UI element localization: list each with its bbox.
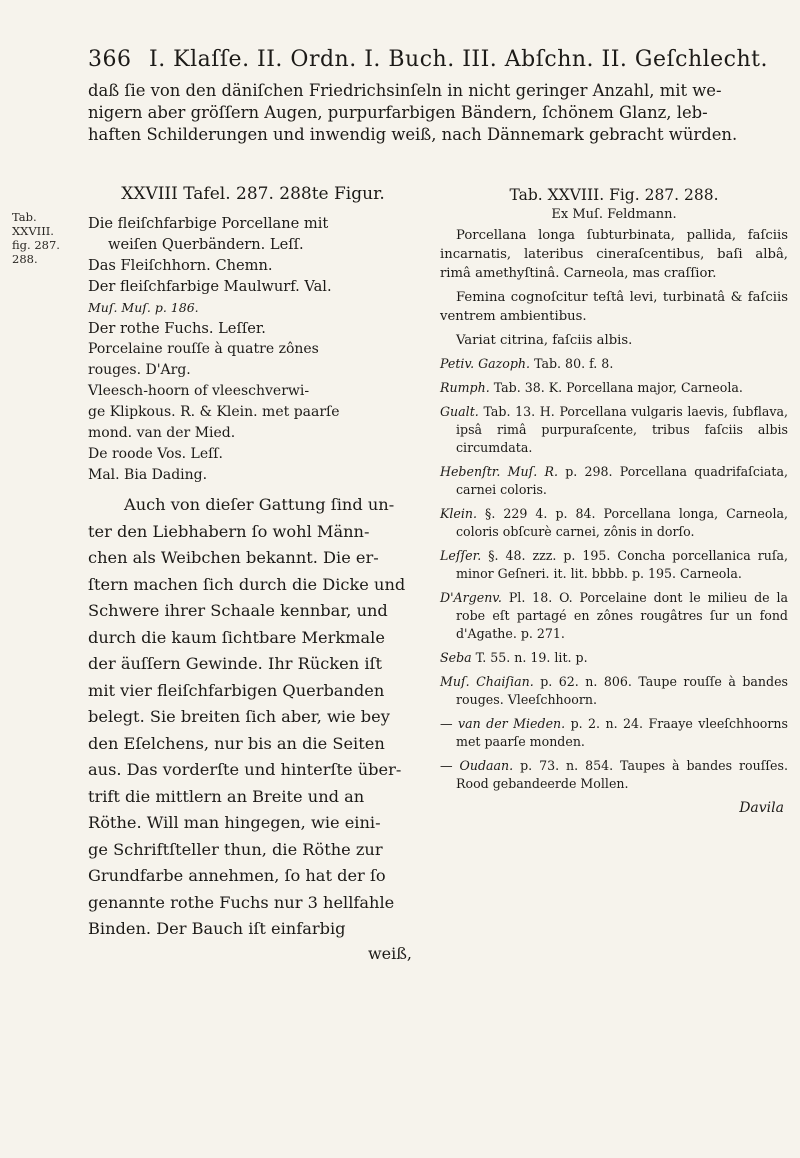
- right-column: [440, 186, 788, 818]
- page-number: 366: [88, 47, 132, 72]
- reference-entry: Klein. §. 229 4. p. 84. Porcellana longa, Carneola, coloris obſcurè carnei, zônis in dorſo.: [440, 506, 788, 539]
- margin-note-line: XXVIII.: [12, 224, 54, 238]
- name-line: Der fleiſchfarbige Maulwurf. Val.: [88, 278, 332, 295]
- right-heading: Tab. XXVIII. Fig. 287. 288.: [509, 186, 719, 204]
- intro-line: nigern aber gröſſern Augen, purpurfarbigen Bändern, ſchönem Glanz, leb-: [88, 103, 708, 122]
- margin-note-line: 288.: [12, 252, 38, 266]
- name-line: mond. van der Mied.: [88, 425, 236, 441]
- reference-entry: — Oudaan. p. 73. n. 854. Taupes à bandes rouſſes. Rood gebandeerde Mollen.: [440, 758, 788, 791]
- left-heading: XXVIII Tafel. 287. 288te Figur.: [121, 184, 385, 204]
- body-line: durch die kaum ſichtbare Merkmale: [88, 627, 385, 647]
- body-line: trift die mittlern an Breite und an: [88, 786, 365, 806]
- name-line: De roode Vos. Leſſ.: [88, 446, 223, 462]
- reference-entry: Hebenſtr. Muſ. R. p. 298. Porcellana quadrifaſciata, carnei coloris.: [440, 464, 788, 497]
- source-line: Ex Muſ. Feldmann.: [551, 207, 677, 222]
- name-line: Muſ. Muſ. p. 186.: [88, 300, 199, 315]
- latin-variant: Variat citrina, faſciis albis.: [456, 333, 633, 348]
- body-line: ge Schriftſteller thun, die Röthe zur: [88, 839, 383, 859]
- name-line: Der rothe Fuchs. Leſſer.: [88, 320, 266, 337]
- margin-note-line: fig. 287.: [12, 238, 60, 252]
- body-line: Auch von dieſer Gattung ſind un-: [124, 495, 395, 514]
- running-head-title: I. Klaſſe. II. Ordn. I. Buch. III. Abſchn. II. Geſchlecht.: [149, 47, 768, 72]
- body-line: Binden. Der Bauch iſt einfarbig: [88, 919, 346, 938]
- body-line: chen als Weibchen bekannt. Die er-: [88, 548, 379, 567]
- latin-description: Porcellana longa ſubturbinata, pallida, faſciis incarnatis, lateribus cineraſcentibus, baſi albâ, rimâ amethyſtinâ. Carneola, mas craſſior.: [440, 228, 788, 281]
- reference-entry: Seba T. 55. n. 19. lit. p.: [440, 650, 588, 665]
- right-catchword: Davila: [739, 800, 784, 816]
- name-line: Mal. Bia Dading.: [88, 467, 208, 483]
- body-line: genannte rothe Fuchs nur 3 hellfahle: [88, 892, 395, 912]
- reference-entry: — van der Mieden. p. 2. n. 24. Fraaye vleeſchhoorns met paarſe monden.: [440, 716, 788, 749]
- body-paragraph: [88, 492, 418, 943]
- body-line: Röthe. Will man hingegen, wie eini-: [88, 813, 381, 832]
- left-catchword: weiß,: [367, 943, 412, 963]
- reference-entry: Leſſer. §. 48. zzz. p. 195. Concha porcellanica ruſa, minor Geſneri. it. lit. bbbb. p. 195. Carneola.: [440, 548, 788, 581]
- margin-note-line: Tab.: [12, 210, 37, 224]
- name-line: Das Fleiſchhorn. Chemn.: [88, 257, 273, 274]
- intro-line: daß ſie von den däniſchen Friedrichsinſeln in nicht geringer Anzahl, mit we-: [88, 81, 722, 100]
- name-line: Porcelaine rouſſe à quatre zônes: [88, 341, 319, 357]
- body-line: Grundfarbe annehmen, ſo hat der ſo: [88, 866, 386, 885]
- body-line: der äuſſern Gewinde. Ihr Rücken iſt: [88, 654, 382, 673]
- name-line: Die fleiſchfarbige Porcellane mit: [88, 215, 329, 232]
- intro-paragraph: [88, 80, 788, 146]
- running-head: [88, 47, 788, 72]
- body-line: Schwere ihrer Schaale kennbar, und: [88, 601, 388, 620]
- intro-line: haften Schilderungen und inwendig weiß, nach Dännemark gebracht würden.: [88, 125, 738, 144]
- reference-entry: Gualt. Tab. 13. H. Porcellana vulgaris laevis, ſubflava, ipsâ rimâ purpuraſcente, tribus faſciis albis circumdata.: [440, 404, 788, 455]
- body-line: aus. Das vorderſte und hinterſte über-: [88, 760, 402, 779]
- body-line: mit vier fleiſchfarbigen Querbanden: [88, 680, 385, 700]
- name-line: weiſen Querbändern. Leſſ.: [108, 236, 304, 253]
- latin-description-female: Femina cognoſcitur teſtâ levi, turbinatâ & faſciis ventrem ambientibus.: [440, 290, 788, 324]
- body-line: den Eſelchens, nur bis an die Seiten: [88, 733, 385, 753]
- reference-entry: Muſ. Chaiſian. p. 62. n. 806. Taupe rouſſe à bandes rouges. Vleeſchhoorn.: [440, 674, 788, 707]
- reference-entry: Rumph. Tab. 38. K. Porcellana major, Carneola.: [440, 380, 743, 395]
- body-line: belegt. Sie breiten ſich aber, wie bey: [88, 707, 390, 726]
- body-line: ſtern machen ſich durch die Dicke und: [88, 574, 406, 594]
- left-column: [88, 184, 418, 964]
- name-line: ge Klipkous. R. & Klein. met paarſe: [88, 404, 340, 420]
- name-line: rouges. D'Arg.: [88, 362, 191, 378]
- reference-entry: Petiv. Gazoph. Tab. 80. f. 8.: [440, 356, 614, 371]
- name-line: Vleesch-hoorn of vleeschverwi-: [88, 383, 310, 399]
- reference-entry: D'Argenv. Pl. 18. O. Porcelaine dont le milieu de la robe eſt partagé en zônes rougâtres ſur un fond d'Agathe. p. 271.: [440, 590, 788, 641]
- body-line: ter den Liebhabern ſo wohl Männ-: [88, 521, 370, 541]
- margin-note: [12, 210, 82, 266]
